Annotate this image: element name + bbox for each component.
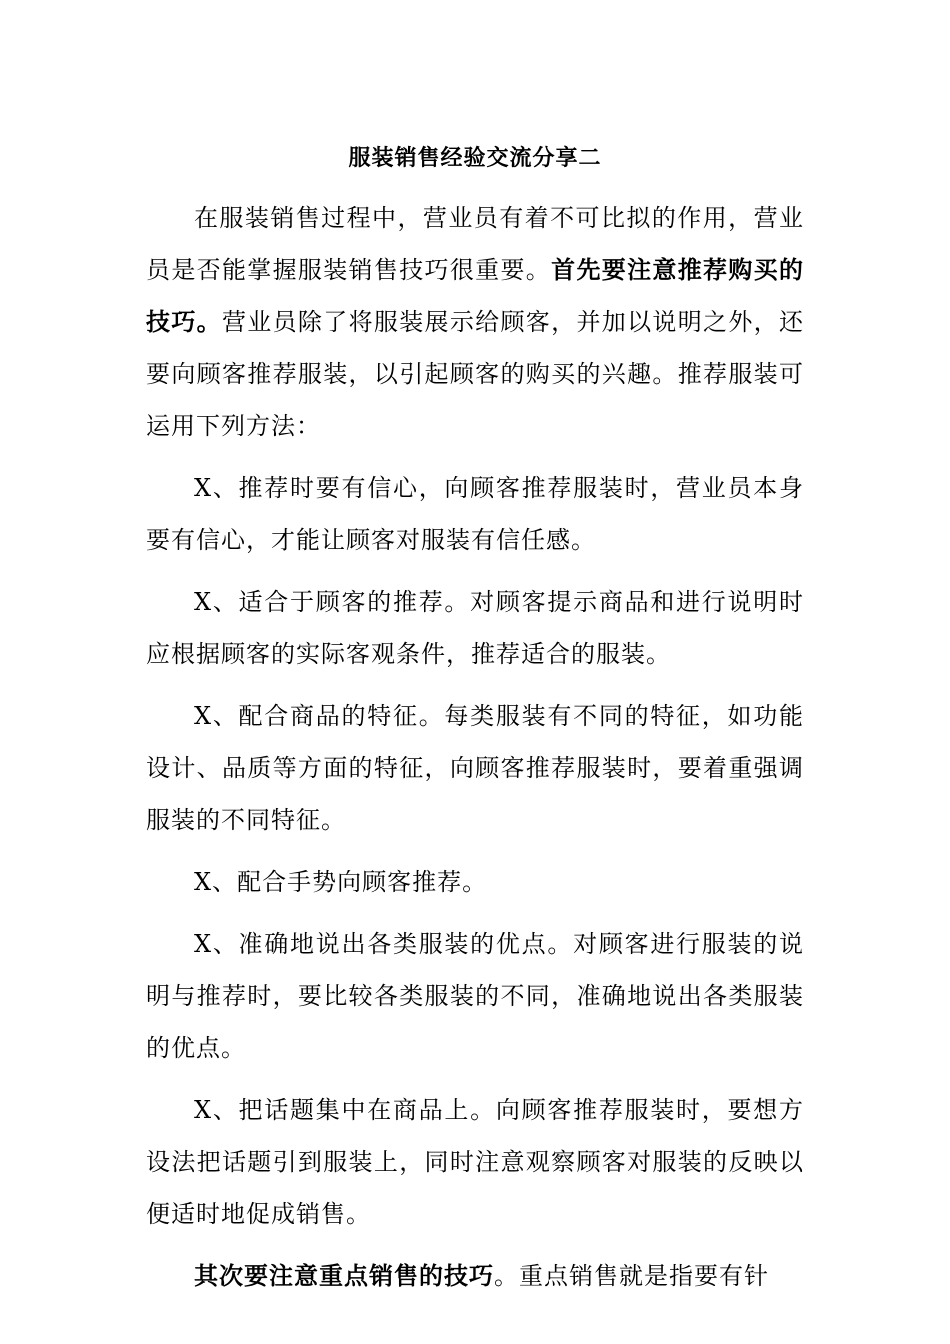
paragraph-text: 。重点销售就是指要有针 <box>494 1262 769 1290</box>
paragraph-key-sales <box>146 1250 804 1302</box>
paragraph-intro <box>146 192 804 452</box>
paragraph-text: 营业员除了将服装展示给顾客，并加以说明之外，还要向顾客推荐服装，以引起顾客的购买的兴趣。推荐服装可运用下列方法： <box>146 308 805 440</box>
list-paragraph-confidence: X、推荐时要有信心，向顾客推荐服装时，营业员本身要有信心，才能让顾客对服装有信任感。 <box>146 474 804 554</box>
list-paragraph-advantages: X、准确地说出各类服装的优点。对顾客进行服装的说明与推荐时，要比较各类服装的不同，准确地说出各类服装的优点。 <box>146 930 804 1062</box>
list-paragraph-topic: X、把话题集中在商品上。向顾客推荐服装时，要想方设法把话题引到服装上，同时注意观察顾客对服装的反映以便适时地促成销售。 <box>146 1096 804 1228</box>
list-paragraph-gestures: X、配合手势向顾客推荐。 <box>194 868 488 896</box>
bold-heading: 首先要注意推荐购买的技巧。 <box>146 255 805 336</box>
bold-heading: 其次要注意重点销售的技巧 <box>194 1261 494 1290</box>
document-page <box>146 134 804 1302</box>
document-title: 服装销售经验交流分享二 <box>348 145 602 171</box>
paragraph-text: 在服装销售过程中，营业员有着不可比拟的作用，营业员是否能掌握服装销售技巧很重要。 <box>146 204 804 284</box>
list-paragraph-features: X、配合商品的特征。每类服装有不同的特征，如功能设计、品质等方面的特征，向顾客推荐服装时，要着重强调服装的不同特征。 <box>146 702 804 834</box>
list-paragraph-suitable: X、适合于顾客的推荐。对顾客提示商品和进行说明时应根据顾客的实际客观条件，推荐适合的服装。 <box>146 588 804 668</box>
